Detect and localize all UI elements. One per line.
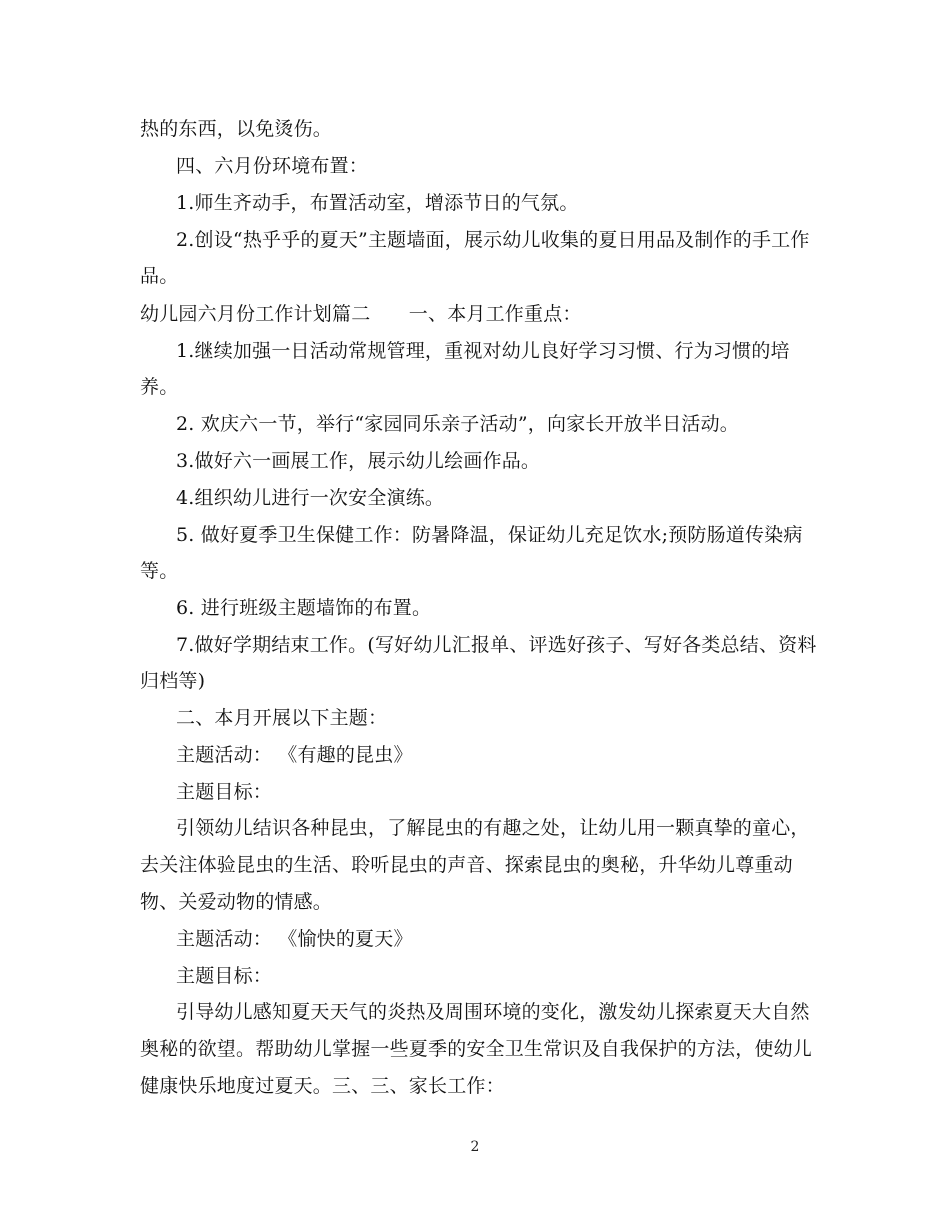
text-line-22: 物、关爱动物的情感。 <box>140 891 333 913</box>
text-line-1: 热的东西，以免烫伤。 <box>140 118 333 140</box>
text-line-7: 1.继续加强一日活动常规管理，重视对幼儿良好学习习惯、行为习惯的培 <box>176 340 790 362</box>
page-number: 2 <box>470 1139 480 1155</box>
text-line-25: 引导幼儿感知夏天天气的炎热及周围环境的变化，激发幼儿探索夏天大自然 <box>176 1001 810 1023</box>
text-line-21: 去关注体验昆虫的生活、聆听昆虫的声音、探索昆虫的奥秘，升华幼儿尊重动 <box>140 854 793 876</box>
text-line-27: 健康快乐地度过夏天。三、三、家长工作： <box>140 1075 505 1097</box>
text-line-5: 品。 <box>140 265 179 287</box>
text-line-10: 3.做好六一画展工作，展示幼儿绘画作品。 <box>176 450 541 472</box>
text-line-4: 2.创设“热乎乎的夏天”主题墙面，展示幼儿收集的夏日用品及制作的手工作 <box>176 229 810 251</box>
text-line-8: 养。 <box>140 376 179 398</box>
text-line-9: 2. 欢庆六一节，举行“家园同乐亲子活动”，向家长开放半日活动。 <box>176 413 739 435</box>
text-line-11: 4.组织幼儿进行一次安全演练。 <box>176 487 445 509</box>
text-line-3: 1.师生齐动手，布置活动室，增添节日的气氛。 <box>176 192 579 214</box>
text-line-13: 等。 <box>140 560 179 582</box>
text-line-24: 主题目标： <box>176 965 273 987</box>
text-line-17: 二、本月开展以下主题： <box>176 707 388 729</box>
section-heading-2: 幼儿园六月份工作计划篇二 一、本月工作重点： <box>140 303 582 325</box>
text-line-26: 奥秘的欲望。帮助幼儿掌握一些夏季的安全卫生常识及自我保护的方法，使幼儿 <box>140 1038 813 1060</box>
text-line-19: 主题目标： <box>176 781 273 803</box>
text-line-2: 四、六月份环境布置： <box>176 155 369 177</box>
text-line-23: 主题活动： 《愉快的夏天》 <box>176 928 413 950</box>
text-line-20: 引领幼儿结识各种昆虫，了解昆虫的有趣之处，让幼儿用一颗真挚的童心， <box>176 817 810 839</box>
text-line-15: 7.做好学期结束工作。(写好幼儿汇报单、评选好孩子、写好各类总结、资料 <box>176 634 817 656</box>
text-line-12: 5. 做好夏季卫生保健工作：防暑降温，保证幼儿充足饮水;预防肠道传染病 <box>176 524 803 546</box>
text-line-16: 归档等) <box>140 670 206 692</box>
text-line-18: 主题活动： 《有趣的昆虫》 <box>176 744 413 766</box>
text-line-14: 6. 进行班级主题墙饰的布置。 <box>176 597 432 619</box>
